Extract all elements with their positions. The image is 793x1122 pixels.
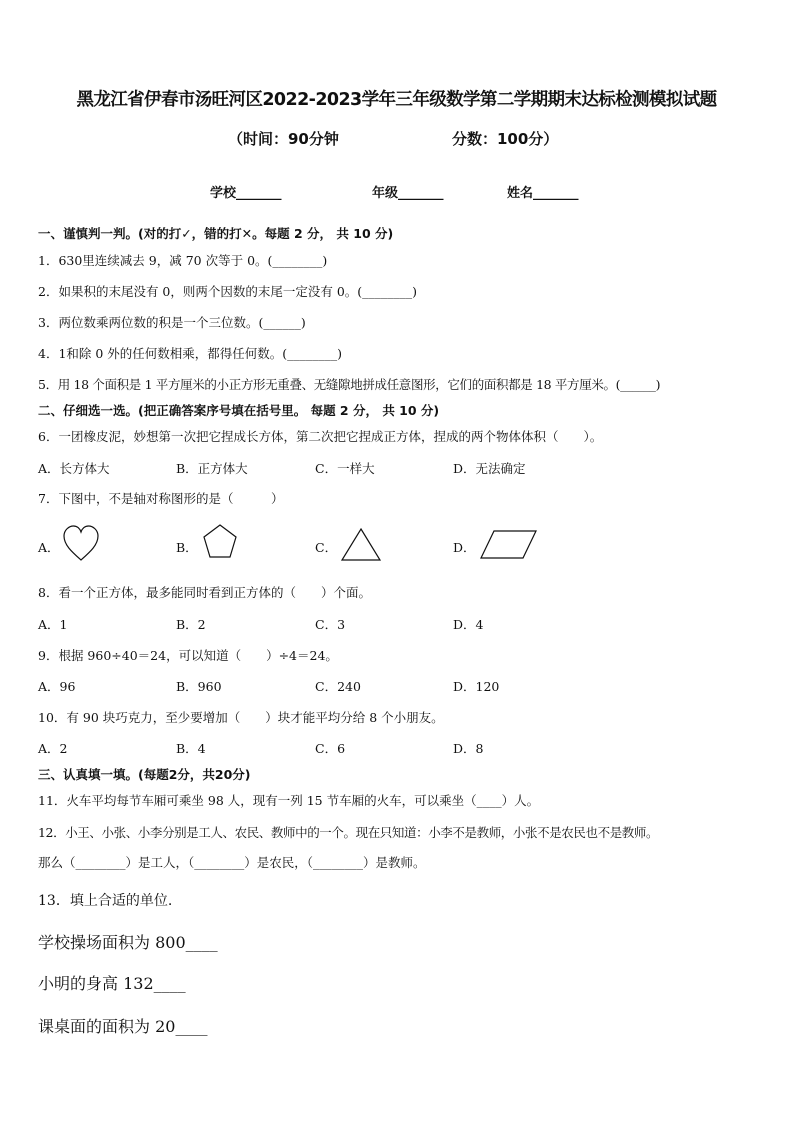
parallelogram-icon [480,529,538,561]
option-c: C．3 [315,617,346,632]
option-d: D．4 [453,617,484,632]
option-b: B． [176,540,198,555]
question-4: 4．1和除 0 外的任何数相乘，都得任何数。(________) [38,346,343,361]
triangle-icon [340,527,382,563]
section-heading: 三、认真填一填。(每题2分，共20分) [38,767,251,782]
question-7: 7．下图中，不是轴对称图形的是（ ） [38,491,284,506]
option-c: C． [315,540,338,555]
option-d: D． [453,540,476,555]
option-a: A．1 [38,617,68,632]
question-2: 2．如果积的末尾没有 0，则两个因数的末尾一定没有 0。(________) [38,284,418,299]
option-d: D．120 [453,679,500,694]
exam-score: 分数：100分） [452,130,559,148]
option-b: B．正方体大 [176,461,248,476]
section-heading: 一、谨慎判一判。(对的打✓，错的打✕。每题 2 分， 共 10 分) [38,226,394,241]
heart-icon [62,525,100,563]
section-heading: 二、仔细选一选。(把正确答案序号填在括号里。 每题 2 分， 共 10 分) [38,403,440,418]
question-6: 6．一团橡皮泥，妙想第一次把它捏成长方体，第二次把它捏成正方体，捏成的两个物体体积（ ）。 [38,429,603,444]
question-13: 13．填上合适的单位. [38,893,173,909]
option-b: B．2 [176,617,206,632]
page-title: 黑龙江省伊春市汤旺河区2022-2023学年三年级数学第二学期期末达标检测模拟试题 [76,90,717,110]
question-3: 3．两位数乘两位数的积是一个三位数。(______) [38,315,306,330]
option-b: B．960 [176,679,222,694]
question-10: 10．有 90 块巧克力，至少要增加（ ）块才能平均分给 8 个小朋友。 [38,710,444,725]
option-d: D．8 [453,741,484,756]
question-12-blanks: 那么（________）是工人，（________）是农民，（________）是教师。 [38,855,426,870]
option-c: C．6 [315,741,346,756]
option-c: C．一样大 [315,461,375,476]
exam-time: （时间：90分钟 [228,130,339,148]
question-11: 11．火车平均每节车厢可乘坐 98 人，现有一列 15 节车厢的火车，可以乘坐（____）人。 [38,793,540,808]
question-5: 5．用 18 个面积是 1 平方厘米的小正方形无重叠、无缝隙地拼成任意图形，它们的面积都是 18 平方厘米。(______) [38,377,661,392]
question-9: 9．根据 960÷40＝24，可以知道（ ）÷4＝24。 [38,648,338,663]
unit-item: 课桌面的面积为 20____ [38,1017,208,1036]
question-1: 1．630里连续减去 9，减 70 次等于 0。(________) [38,253,328,268]
option-b: B．4 [176,741,206,756]
option-c: C．240 [315,679,361,694]
grade-field[interactable]: 年级_______ [372,186,444,201]
pentagon-icon [201,523,239,561]
option-a: A．96 [38,679,76,694]
option-a: A． [38,540,60,555]
question-12: 12．小王、小张、小李分别是工人、农民、教师中的一个。现在只知道：小李不是教师，小张不是农民也不是教师。 [38,825,659,840]
question-8: 8．看一个正方体，最多能同时看到正方体的（ ）个面。 [38,585,371,600]
name-field[interactable]: 姓名_______ [507,186,579,201]
option-a: A．2 [38,741,68,756]
unit-item: 学校操场面积为 800____ [38,933,218,952]
option-a: A．长方体大 [38,461,110,476]
school-field[interactable]: 学校_______ [210,186,282,201]
option-d: D．无法确定 [453,461,526,476]
unit-item: 小明的身高 132____ [38,974,186,993]
